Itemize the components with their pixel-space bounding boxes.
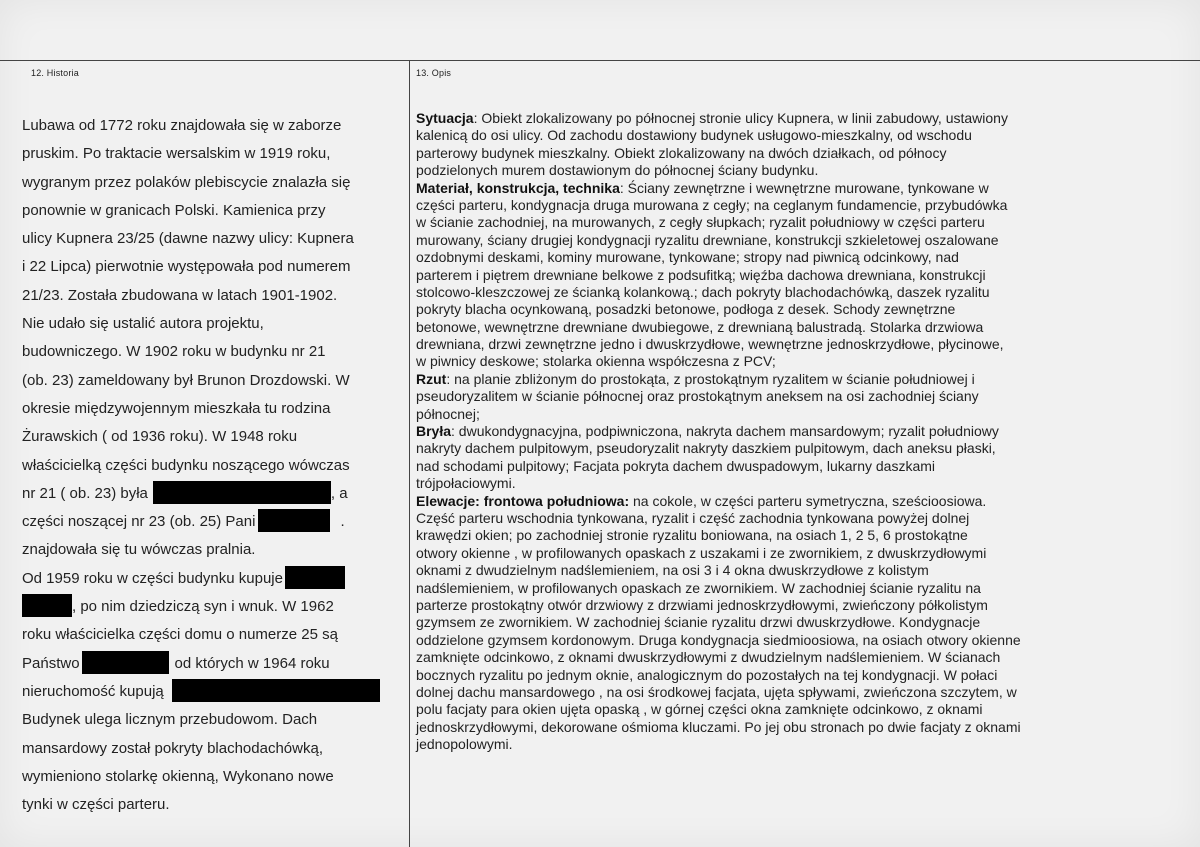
opis-line: trójpołaciowymi. — [416, 475, 516, 492]
historia-line: roku właścicielka części domu o numerze 25 są — [22, 626, 338, 644]
historia-line: Nie udało się ustalić autora projektu, — [22, 315, 264, 333]
historia-line — [22, 508, 402, 536]
historia-line: i 22 Lipca) pierwotnie występowała pod numerem — [22, 258, 351, 276]
historia-section — [22, 112, 402, 819]
historia-line — [22, 678, 402, 706]
opis-line: Elewacje: frontowa południowa: na cokole, w części parteru symetryczna, sześcioosiowa. — [416, 492, 987, 509]
historia-text: od których w 1964 roku — [174, 654, 330, 672]
opis-line: Rzut: na planie zbliżonym do prostokąta, z prostokątnym ryzalitem w ścianie południowej i — [416, 370, 975, 387]
opis-line: drewniana, drzwi zewnętrzne jedno i dwuskrzydłowe, wewnętrzne jednoskrzydłowe, płycinowe, — [416, 336, 1004, 353]
opis-line: nadślemieniem, w profilowanych opaskach ze zwornikiem. W zachodniej ścianie ryzalitu na — [416, 579, 981, 596]
header-historia: 12. Historia — [31, 68, 79, 78]
column-divider — [409, 60, 410, 847]
opis-line: krawędzi okien; po zachodniej stronie ryzalitu boniowana, na osiach 1, 2 5, 6 prostokątne — [416, 527, 968, 544]
opis-line: pokryty blacha ocynkowaną, posadzki betonowe, podłoga z desek. Schody zewnętrzne — [416, 301, 956, 318]
opis-line: nakryty dachem pulpitowym, pseudoryzalit nakryty daszkiem pulpitowym, dach aneksu płaski, — [416, 440, 996, 457]
historia-line: znajdowała się tu wówczas pralnia. — [22, 541, 256, 559]
historia-text: nieruchomość kupują — [22, 682, 164, 700]
section-label-sytuacja: Sytuacja — [416, 110, 474, 126]
opis-line: w piwnicy deskowe; stolarka okienna współczesna z PCV; — [416, 353, 776, 370]
opis-line: zamknięte odcinkowo, z oknami dwuskrzydłowymi z dwudzielnym nadślemieniem. W ścianach — [416, 649, 1001, 666]
opis-line: murowany, ściany drugiej kondygnacji ryzalitu drewniane, konstrukcji szkieletowej oszalowane — [416, 231, 999, 248]
opis-line: ozdobnymi deskami, kominy murowane, tynkowane; stropy nad piwnicą odcinkowy, nad — [416, 249, 959, 266]
historia-text: , a — [330, 484, 348, 502]
historia-line: (ob. 23) zameldowany był Brunon Drozdowski. W — [22, 371, 350, 389]
section-label-rzut: Rzut — [416, 370, 447, 387]
opis-line: kalenicą do osi ulicy. Od zachodu dostawiony budynek usługowo-mieszkalny, od wschodu — [416, 127, 972, 144]
historia-line: ponownie w granicach Polski. Kamienica przy — [22, 201, 326, 219]
section-label-material: Materiał, konstrukcja, technika — [416, 179, 620, 196]
opis-section — [416, 110, 1192, 753]
historia-line: okresie międzywojennym mieszkała tu rodzina — [22, 399, 331, 417]
top-rule — [0, 60, 1200, 61]
historia-text: Od 1959 roku w części budynku kupuje — [22, 569, 283, 587]
historia-text: . — [340, 513, 345, 531]
historia-line: Budynek ulega licznym przebudowom. Dach — [22, 711, 318, 729]
opis-line: oknami z dwudzielnym nadślemieniem, na osi 3 i 4 okna dwuskrzydłowe z kolistym — [416, 562, 929, 579]
opis-line: otwory okienne , w profilowanych opaskach z uszakami i ze zwornikiem, z dwuskrzydłowymi — [416, 544, 987, 561]
historia-text: części noszącej nr 23 (ob. 25) Pani — [22, 513, 256, 531]
opis-line: Materiał, konstrukcja, technika: Ściany zewnętrzne i wewnętrzne murowane, tynkowane w — [416, 179, 989, 196]
historia-line: 21/23. Została zbudowana w latach 1901-1902. — [22, 286, 338, 304]
opis-line: jednopolowymi. — [416, 736, 513, 753]
historia-line: tynki w części parteru. — [22, 796, 170, 814]
redaction-bar — [172, 679, 380, 702]
historia-line: wymieniono stolarkę okienną, Wykonano nowe — [22, 767, 334, 785]
opis-line: Bryła: dwukondygnacyjna, podpiwniczona, nakryta dachem mansardowym; ryzalit południowy — [416, 423, 999, 440]
opis-line: parterowy budynek mieszkalny. Obiekt zlokalizowany na dwóch działkach, od północy — [416, 144, 947, 161]
opis-line: jednoskrzydłowymi, dekorowane ośmioma kluczami. Po jej obu stronach po dwie facjaty z oknami — [416, 718, 1021, 735]
historia-line: pruskim. Po traktacie wersalskim w 1919 roku, — [22, 145, 331, 163]
historia-text: Państwo — [22, 654, 80, 672]
header-opis: 13. Opis — [416, 68, 452, 78]
opis-line: dolnej dachu mansardowego , na osi środkowej facjata, ujęta spływami, zwieńczona szczytem, w — [416, 683, 1017, 700]
historia-text: , po nim dziedziczą syn i wnuk. W 1962 — [72, 598, 334, 616]
historia-line: właścicielką części budynku noszącego wówczas — [22, 456, 350, 474]
redaction-bar — [285, 566, 345, 589]
opis-line: parterem i piętrem drewniane belkowe z podsufitką; więźba dachowa drewniana, konstrukcji — [416, 266, 986, 283]
historia-line: Lubawa od 1772 roku znajdowała się w zaborze — [22, 117, 342, 134]
opis-line: gzymsem ze zwornikiem. W zachodniej ścianie ryzalitu drzwi dwuskrzydłowe. Kondygnacje — [416, 614, 981, 631]
historia-line — [22, 593, 402, 621]
redaction-bar — [82, 651, 169, 674]
opis-line: nad schodami pulpitowy; Facjata pokryta dachem dwuspadowym, lukarny daszkami — [416, 457, 936, 474]
historia-line: budowniczego. W 1902 roku w budynku nr 21 — [22, 343, 326, 361]
redaction-bar — [22, 594, 72, 617]
opis-line: parterze prostokątny otwór drzwiowy z drzwiami jednoskrzydłowymi, zwieńczony półkolistym — [416, 596, 988, 613]
opis-line: pseudoryzalitem w ścianie północnej oraz prostokątnym aneksem na osi zachodniej ściany — [416, 388, 979, 405]
opis-line: oddzielone gzymsem kordonowym. Druga kondygnacja siedmioosiowa, na osiach otwory okienne — [416, 631, 1021, 648]
historia-line — [22, 565, 402, 593]
opis-line: części parteru, kondygnacja druga murowana z cegły; na ceglanym fundamencie, przybudówka — [416, 196, 1008, 213]
opis-line: podzielonych murem dostawionym do północnej ściany budynku. — [416, 162, 819, 179]
opis-line: stolcowo-kleszczowej ze ścianką kolankową.; dach pokryty blachodachówką, daszek ryzalitu — [416, 283, 990, 300]
historia-text: nr 21 ( ob. 23) była — [22, 484, 148, 502]
section-label-bryla: Bryła — [416, 423, 452, 440]
section-label-elewacje: Elewacje: frontowa południowa: — [416, 492, 630, 509]
redaction-bar — [258, 509, 330, 532]
historia-line: Żurawskich ( od 1936 roku). W 1948 roku — [22, 428, 298, 446]
historia-line: wygranym przez polaków plebiscycie znalazła się — [22, 173, 351, 191]
historia-line — [22, 480, 402, 508]
historia-line: mansardowy został pokryty blachodachówką, — [22, 739, 323, 757]
opis-line: północnej; — [416, 405, 480, 422]
opis-line: Część parteru wschodnia tynkowana, ryzalit i część zachodnia tynkowana powyżej dolnej — [416, 509, 970, 526]
historia-line: ulicy Kupnera 23/25 (dawne nazwy ulicy: Kupnera — [22, 230, 354, 248]
opis-line: betonowe, wewnętrzne drewniane dwubiegowe, z drewnianą balustradą. Stolarka drzwiowa — [416, 318, 984, 335]
historia-line — [22, 650, 402, 678]
opis-line: polu facjaty para okien ujęta opaską , w górnej części okna zamknięte odcinkowo, z oknami — [416, 701, 983, 718]
opis-line: Sytuacja: Obiekt zlokalizowany po północnej stronie ulicy Kupnera, w linii zabudowy, ustawiony — [416, 110, 1008, 126]
redaction-bar — [153, 481, 331, 504]
opis-line: bocznych ryzalitu po jednym oknie, analogicznym do pozostałych na tej kondygnacji. W połaci — [416, 666, 998, 683]
opis-line: w ścianie zachodniej, na murowanych, z cegły słupkach; ryzalit południowy w części parteru — [416, 214, 985, 231]
